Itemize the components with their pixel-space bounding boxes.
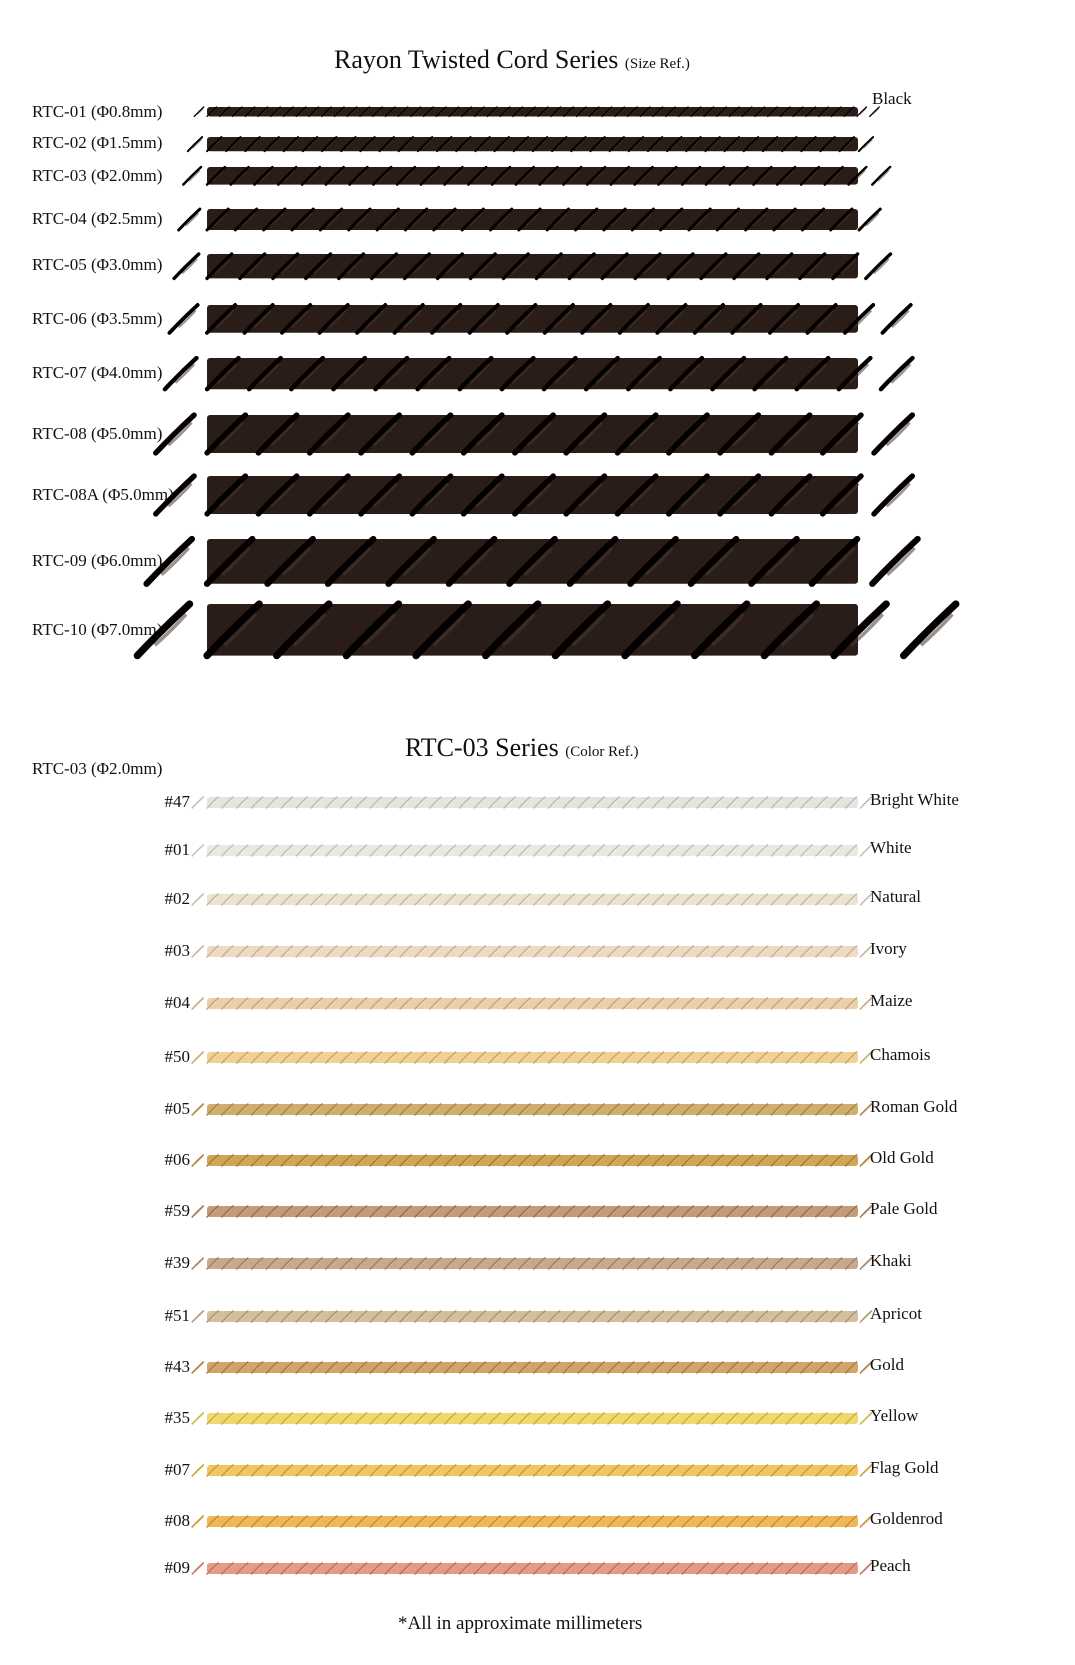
size-cord-swatch: [207, 601, 858, 659]
color-name: Natural: [870, 887, 921, 906]
color-cord-01-twist: [192, 845, 203, 856]
size-cord-2-svg: [207, 134, 858, 154]
size-cord-4-twist: [179, 209, 200, 230]
size-cord-9-svg: [207, 473, 858, 517]
size-cord-label: RTC-05 (Φ3.0mm): [32, 255, 163, 274]
size-cord-label: RTC-06 (Φ3.5mm): [32, 309, 163, 328]
color-cord-39-svg: [207, 1255, 858, 1272]
color-cord-swatch: [207, 1513, 858, 1530]
color-cord-swatch: [207, 1560, 858, 1577]
color-code: #04: [164, 993, 190, 1012]
color-cord-35-svg: [207, 1410, 858, 1427]
color-code: #02: [164, 889, 190, 908]
color-cord-05-svg: [207, 1101, 858, 1118]
color-name: Peach: [870, 1556, 911, 1575]
size-cord-6-twist: [883, 305, 911, 333]
size-cord-2-twist: [188, 137, 202, 151]
size-cord-6-twist: [169, 305, 197, 333]
size-cord-8-twist: [874, 415, 912, 453]
color-code: #51: [164, 1306, 190, 1325]
size-cord-4-svg: [207, 206, 858, 233]
color-cord-03-twist: [192, 946, 203, 957]
color-cord-swatch: [207, 1308, 858, 1325]
color-section-title-note: (Color Ref.): [565, 744, 639, 760]
color-cord-50-svg: [207, 1049, 858, 1066]
color-code: #07: [164, 1460, 190, 1479]
footnote: *All in approximate millimeters: [398, 1613, 643, 1634]
size-cord-3-svg: [207, 164, 858, 188]
size-cord-5-twist: [866, 254, 891, 278]
size-cord-label: RTC-03 (Φ2.0mm): [32, 166, 163, 185]
size-cord-9-twist: [874, 476, 912, 514]
color-code: #59: [164, 1201, 190, 1220]
color-code: #43: [164, 1357, 190, 1376]
color-code: #08: [164, 1511, 190, 1530]
size-cord-1-twist: [857, 107, 867, 116]
color-cord-51-twist: [192, 1311, 203, 1322]
color-code: #09: [164, 1558, 190, 1577]
color-cord-05-twist: [192, 1104, 203, 1115]
color-cord-swatch: [207, 1462, 858, 1479]
color-name: Khaki: [870, 1251, 912, 1270]
size-cord-5-twist: [174, 254, 199, 278]
size-section-title-text: Rayon Twisted Cord Series: [334, 45, 619, 74]
size-cord-1-svg: [207, 104, 858, 119]
color-cord-swatch: [207, 1049, 858, 1066]
color-cord-43-twist: [192, 1362, 203, 1373]
color-name: White: [870, 838, 912, 857]
color-name: Old Gold: [870, 1148, 934, 1167]
color-name: Ivory: [870, 939, 907, 958]
size-cord-4-twist: [859, 209, 880, 230]
size-cord-3-twist: [872, 167, 890, 185]
color-cord-06-svg: [207, 1152, 858, 1169]
color-code: #39: [164, 1253, 190, 1272]
size-cord-label: RTC-08A (Φ5.0mm): [32, 485, 174, 504]
color-cord-39-twist: [192, 1258, 203, 1269]
size-cord-label: RTC-02 (Φ1.5mm): [32, 133, 163, 152]
size-cord-swatch: [207, 355, 858, 392]
size-section-title-note: (Size Ref.): [624, 56, 690, 72]
color-cord-35-twist: [192, 1413, 203, 1424]
color-section-title: [405, 733, 639, 767]
color-cord-59-twist: [192, 1206, 203, 1217]
color-cord-swatch: [207, 1152, 858, 1169]
color-name: Pale Gold: [870, 1199, 938, 1218]
size-cord-3-twist: [183, 167, 201, 185]
size-cord-swatch: [207, 104, 858, 119]
size-cord-label: RTC-08 (Φ5.0mm): [32, 424, 163, 443]
color-name: Bright White: [870, 790, 959, 809]
color-cord-swatch: [207, 995, 858, 1012]
color-code: #50: [164, 1047, 190, 1066]
color-cord-swatch: [207, 842, 858, 859]
color-name: Maize: [870, 991, 913, 1010]
color-cord-01-svg: [207, 842, 858, 859]
size-cord-label: RTC-04 (Φ2.5mm): [32, 209, 163, 228]
color-cord-47-twist: [192, 797, 203, 808]
color-section-title-text: RTC-03 Series: [405, 733, 559, 762]
color-cord-47-svg: [207, 794, 858, 811]
color-cord-swatch: [207, 891, 858, 908]
size-cord-5-svg: [207, 251, 858, 281]
color-cord-09-twist: [192, 1563, 203, 1574]
size-cord-label: RTC-01 (Φ0.8mm): [32, 102, 163, 121]
size-section-title: [334, 45, 690, 79]
color-cord-swatch: [207, 1203, 858, 1220]
color-cord-swatch: [207, 794, 858, 811]
color-cord-swatch: [207, 1101, 858, 1118]
color-cord-03-svg: [207, 943, 858, 960]
color-cord-04-svg: [207, 995, 858, 1012]
size-cord-6-svg: [207, 302, 858, 336]
color-code: #06: [164, 1150, 190, 1169]
size-cord-11-twist: [904, 604, 956, 656]
color-cord-59-svg: [207, 1203, 858, 1220]
size-cord-label: RTC-07 (Φ4.0mm): [32, 363, 163, 382]
color-name: Gold: [870, 1355, 904, 1374]
color-code: #03: [164, 941, 190, 960]
size-cord-swatch: [207, 536, 858, 587]
size-cord-7-twist: [165, 358, 197, 389]
size-cord-1-twist: [194, 107, 204, 116]
size-cord-10-twist: [872, 539, 917, 584]
color-cord-swatch: [207, 1410, 858, 1427]
color-cord-08-twist: [192, 1516, 203, 1527]
color-cord-swatch: [207, 1255, 858, 1272]
color-name: Apricot: [870, 1304, 922, 1323]
color-cord-07-svg: [207, 1462, 858, 1479]
color-code: #35: [164, 1408, 190, 1427]
size-cord-swatch: [207, 302, 858, 336]
size-cord-swatch: [207, 473, 858, 517]
color-cord-02-twist: [192, 894, 203, 905]
size-section-color-name: Black: [872, 89, 912, 108]
size-cord-7-twist: [881, 358, 913, 389]
size-cord-8-svg: [207, 412, 858, 456]
color-cord-08-svg: [207, 1513, 858, 1530]
size-cord-swatch: [207, 164, 858, 188]
color-cord-07-twist: [192, 1465, 203, 1476]
size-cord-2-twist: [859, 137, 873, 151]
color-cord-51-svg: [207, 1308, 858, 1325]
color-code: #47: [164, 792, 190, 811]
color-name: Chamois: [870, 1045, 931, 1064]
color-cord-06-twist: [192, 1155, 203, 1166]
color-cord-swatch: [207, 1359, 858, 1376]
color-code: #01: [164, 840, 190, 859]
size-cord-swatch: [207, 134, 858, 154]
size-cord-label: RTC-10 (Φ7.0mm): [32, 620, 163, 639]
color-cord-09-svg: [207, 1560, 858, 1577]
color-cord-50-twist: [192, 1052, 203, 1063]
color-name: Roman Gold: [870, 1097, 958, 1116]
size-cord-swatch: [207, 206, 858, 233]
color-cord-04-twist: [192, 998, 203, 1009]
color-name: Goldenrod: [870, 1509, 943, 1528]
size-cord-5-body: [207, 254, 858, 278]
size-cord-swatch: [207, 251, 858, 281]
size-cord-swatch: [207, 412, 858, 456]
size-cord-7-svg: [207, 355, 858, 392]
size-cord-label: RTC-09 (Φ6.0mm): [32, 551, 163, 570]
color-cord-43-svg: [207, 1359, 858, 1376]
color-name: Yellow: [870, 1406, 919, 1425]
color-code: #05: [164, 1099, 190, 1118]
color-cord-swatch: [207, 943, 858, 960]
color-name: Flag Gold: [870, 1458, 939, 1477]
color-cord-02-svg: [207, 891, 858, 908]
size-cord-10-svg: [207, 536, 858, 587]
color-section-size-label: RTC-03 (Φ2.0mm): [32, 759, 163, 778]
size-cord-11-svg: [207, 601, 858, 659]
